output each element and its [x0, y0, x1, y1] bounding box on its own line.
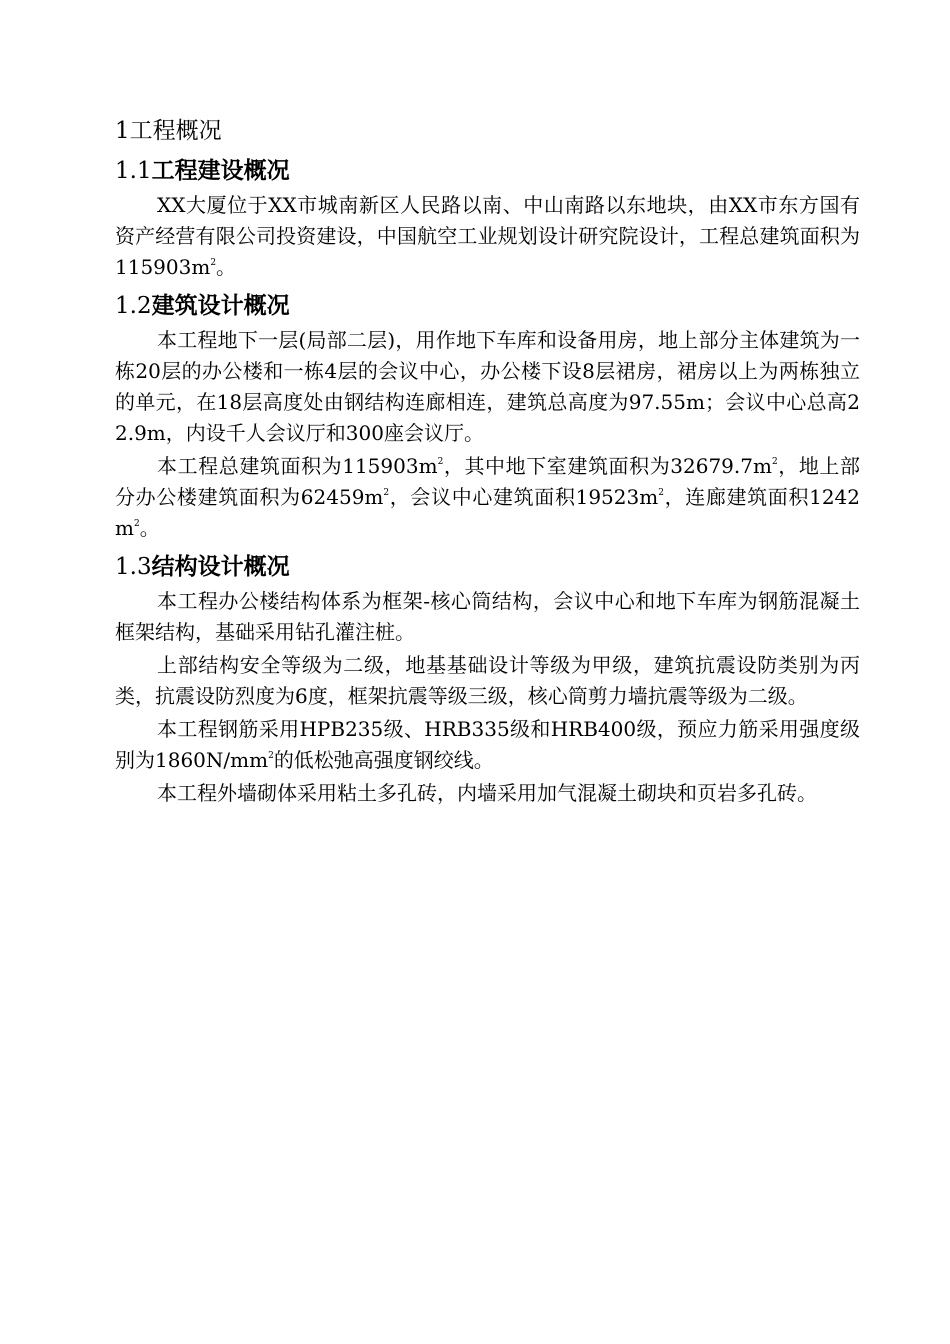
section-number: 1.3 [115, 554, 152, 580]
paragraph [115, 586, 860, 648]
document-page [115, 112, 860, 813]
section-title: 结构设计概况 [151, 553, 290, 580]
superscript: 2 [658, 488, 664, 498]
paragraph-text: 本工程外墙砌体采用粘土多孔砖，内墙采用加气混凝土砌块和页岩多孔砖。 [157, 781, 817, 805]
paragraph [115, 714, 860, 776]
paragraph-segment: ，地上部分办公楼建筑面积为62459m [115, 454, 861, 509]
section-1-2 [115, 287, 860, 544]
paragraph [115, 325, 860, 449]
superscript: 2 [437, 457, 444, 467]
section-title: 建筑设计概况 [151, 292, 290, 319]
superscript: 2 [268, 751, 274, 761]
paragraph-segment: ，其中地下室建筑面积为32679.7m [443, 454, 772, 478]
superscript: 2 [210, 258, 217, 268]
section-heading [115, 287, 860, 325]
superscript: 2 [771, 457, 778, 467]
paragraph [115, 190, 860, 283]
document-title: 1工程概况 [115, 118, 222, 144]
section-heading [115, 548, 860, 586]
section-1-1 [115, 152, 860, 283]
section-title: 工程建设概况 [151, 157, 290, 184]
paragraph-text: 本工程办公楼结构体系为框架-核心筒结构，会议中心和地下车库为钢筋混凝土框架结构，基础采用钻孔灌注桩。 [115, 589, 860, 644]
section-heading [115, 152, 860, 190]
paragraph-text-tail: 的低松弛高强度钢绞线。 [273, 748, 494, 772]
paragraph-text: 本工程地下一层(局部二层)，用作地下车库和设备用房，地上部分主体建筑为一栋20层的办公楼和一栋4层的会议中心，办公楼下设8层裙房，裙房以上为两栋独立的单元，在18层高度处由钢结构连廊相连，建筑总高度为97.55m；会议中心总高22.9m，内设千人会议厅和300座会议厅。 [115, 328, 860, 445]
paragraph-text: 本工程钢筋采用HPB235级、HRB335级和HRB400级，预应力筋采用强度级别为1860N/mm [115, 717, 860, 772]
paragraph [115, 451, 860, 544]
paragraph-text-tail: 。 [216, 255, 237, 279]
paragraph-text: XX大厦位于XX市城南新区人民路以南、中山南路以东地块，由XX市东方国有资产经营有限公司投资建设，中国航空工业规划设计研究院设计，工程总建筑面积为115903m [115, 193, 860, 279]
paragraph-text: 上部结构安全等级为二级，地基基础设计等级为甲级，建筑抗震设防类别为丙类，抗震设防烈度为6度，框架抗震等级三级，核心筒剪力墙抗震等级为二级。 [115, 653, 860, 708]
superscript: 2 [133, 519, 140, 529]
superscript: 2 [383, 488, 390, 498]
section-number: 1.2 [115, 293, 152, 319]
paragraph [115, 778, 860, 809]
paragraph-segment: 本工程总建筑面积为115903m [157, 454, 438, 478]
paragraph-segment: ，会议中心建筑面积19523m [389, 485, 659, 509]
paragraph [115, 650, 860, 712]
section-number: 1.1 [115, 158, 152, 184]
paragraph-segment: ，连廊建筑面积1242m [115, 485, 860, 540]
section-1-3 [115, 548, 860, 809]
paragraph-segment: 。 [139, 516, 160, 540]
